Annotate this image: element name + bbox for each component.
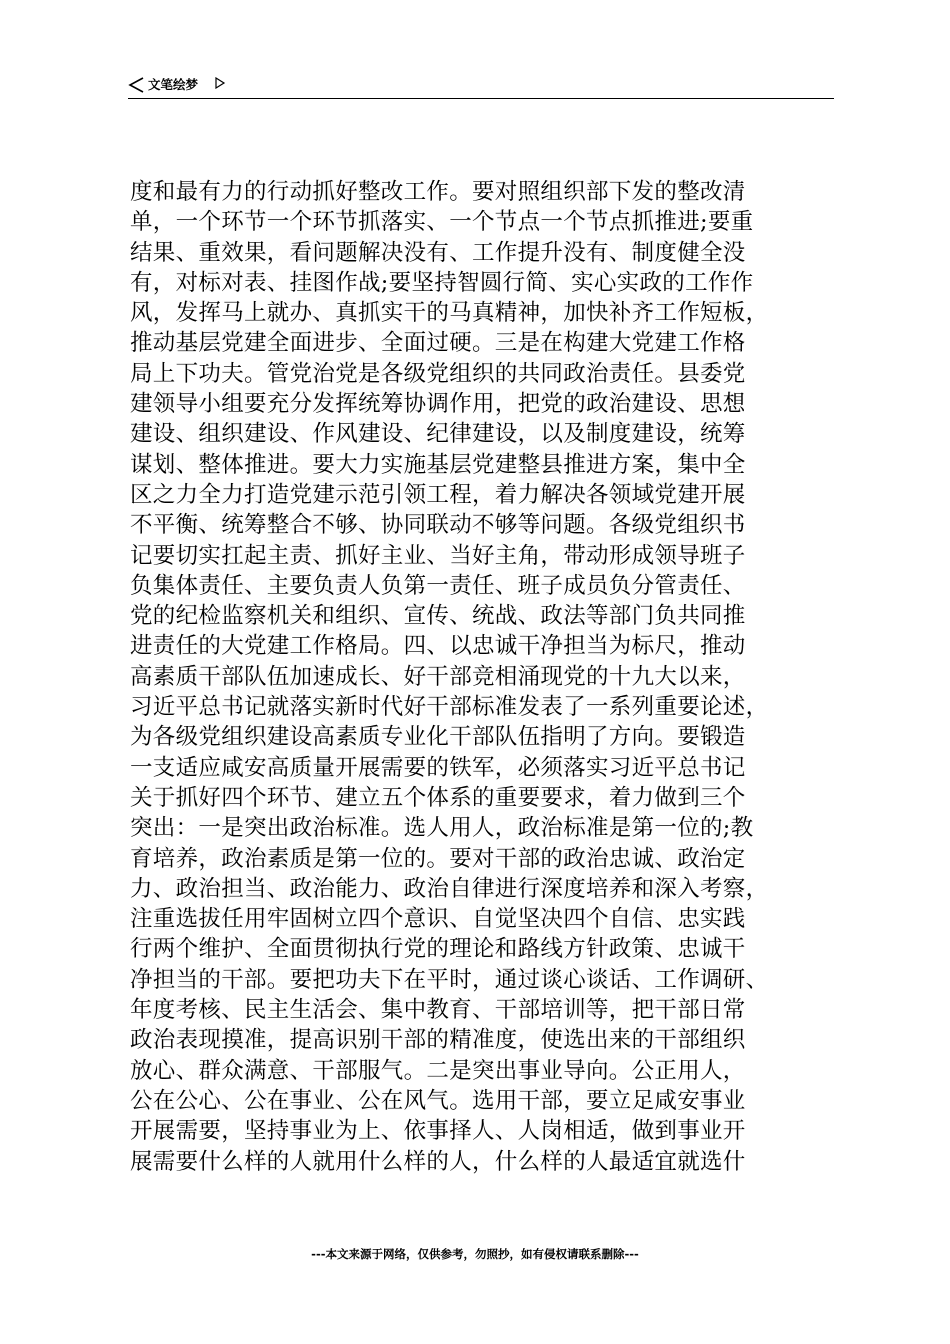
text-line: 一支适应咸安高质量开展需要的铁军，必须落实习近平总书记 [130,754,746,781]
triangle-right-icon [214,77,226,89]
text-line: 年度考核、民主生活会、集中教育、干部培训等，把干部日常 [130,997,746,1024]
text-line: 进责任的大党建工作格局。四、以忠诚干净担当为标尺，推动 [130,633,746,660]
text-line: 习近平总书记就落实新时代好干部标准发表了一系列重要论述， [130,694,769,721]
text-line: 力、政治担当、政治能力、政治自律进行深度培养和深入考察， [130,875,769,902]
text-line: 行两个维护、全面贯彻执行党的理论和路线方针政策、忠诚干 [130,936,746,963]
text-line: 育培养，政治素质是第一位的。要对干部的政治忠诚、政治定 [130,845,746,872]
text-line: 展需要什么样的人就用什么样的人，什么样的人最适宜就选什 [130,1148,746,1175]
text-line: 政治表现摸准，提高识别干部的精准度，使选出来的干部组织 [130,1027,746,1054]
header-title: 文笔绘梦 [148,77,199,92]
text-line: 负集体责任、主要负责人负第一责任、班子成员负分管责任、 [130,572,746,599]
text-line: 建设、组织建设、作风建设、纪律建设，以及制度建设，统筹 [130,421,746,448]
text-line: 公在公心、公在事业、公在风气。选用干部，要立足咸安事业 [130,1087,746,1114]
text-line: 不平衡、统筹整合不够、协同联动不够等问题。各级党组织书 [130,512,746,539]
triangle-left-icon [128,76,146,94]
text-line: 谋划、整体推进。要大力实施基层党建整县推进方案，集中全 [130,451,746,478]
text-line: 净担当的干部。要把功夫下在平时，通过谈心谈话、工作调研、 [130,966,769,993]
text-line: 结果、重效果，看问题解决没有、工作提升没有、制度健全没 [130,239,746,266]
page-header [128,76,834,99]
text-line: 有，对标对表、挂图作战;要坚持智圆行简、实心实政的工作作 [130,269,754,296]
text-line: 度和最有力的行动抓好整改工作。要对照组织部下发的整改清 [130,179,746,205]
document-body [130,177,850,1177]
text-line: 单，一个环节一个环节抓落实、一个节点一个节点抓推进;要重 [130,209,754,236]
text-line: 注重选拔任用牢固树立四个意识、自觉坚决四个自信、忠实践 [130,906,746,933]
text-line: 推动基层党建全面进步、全面过硬。三是在构建大党建工作格 [130,330,746,357]
text-line: 记要切实扛起主责、抓好主业、当好主角，带动形成领导班子 [130,542,746,569]
text-line: 关于抓好四个环节、建立五个体系的重要要求，着力做到三个 [130,784,746,811]
text-line: 开展需要，坚持事业为上、依事择人、人岗相适，做到事业开 [130,1118,746,1145]
text-line: 放心、群众满意、干部服气。二是突出事业导向。公正用人， [130,1057,746,1084]
text-line: 区之力全力打造党建示范引领工程，着力解决各领域党建开展 [130,481,746,508]
text-line: 高素质干部队伍加速成长、好干部竞相涌现党的十九大以来， [130,663,746,690]
page-footer: ---本文来源于网络，仅供参考，勿照抄，如有侵权请联系删除--- [311,1247,639,1261]
text-line: 风，发挥马上就办、真抓实干的马真精神，加快补齐工作短板， [130,300,769,327]
text-line: 党的纪检监察机关和组织、宣传、统战、政法等部门负共同推 [130,603,746,630]
text-line: 突出：一是突出政治标准。选人用人，政治标准是第一位的;教 [130,815,754,842]
text-line: 局上下功夫。管党治党是各级党组织的共同政治责任。县委党 [130,360,746,387]
text-line: 建领导小组要充分发挥统筹协调作用，把党的政治建设、思想 [130,391,746,418]
text-line: 为各级党组织建设高素质专业化干部队伍指明了方向。要锻造 [130,724,746,751]
